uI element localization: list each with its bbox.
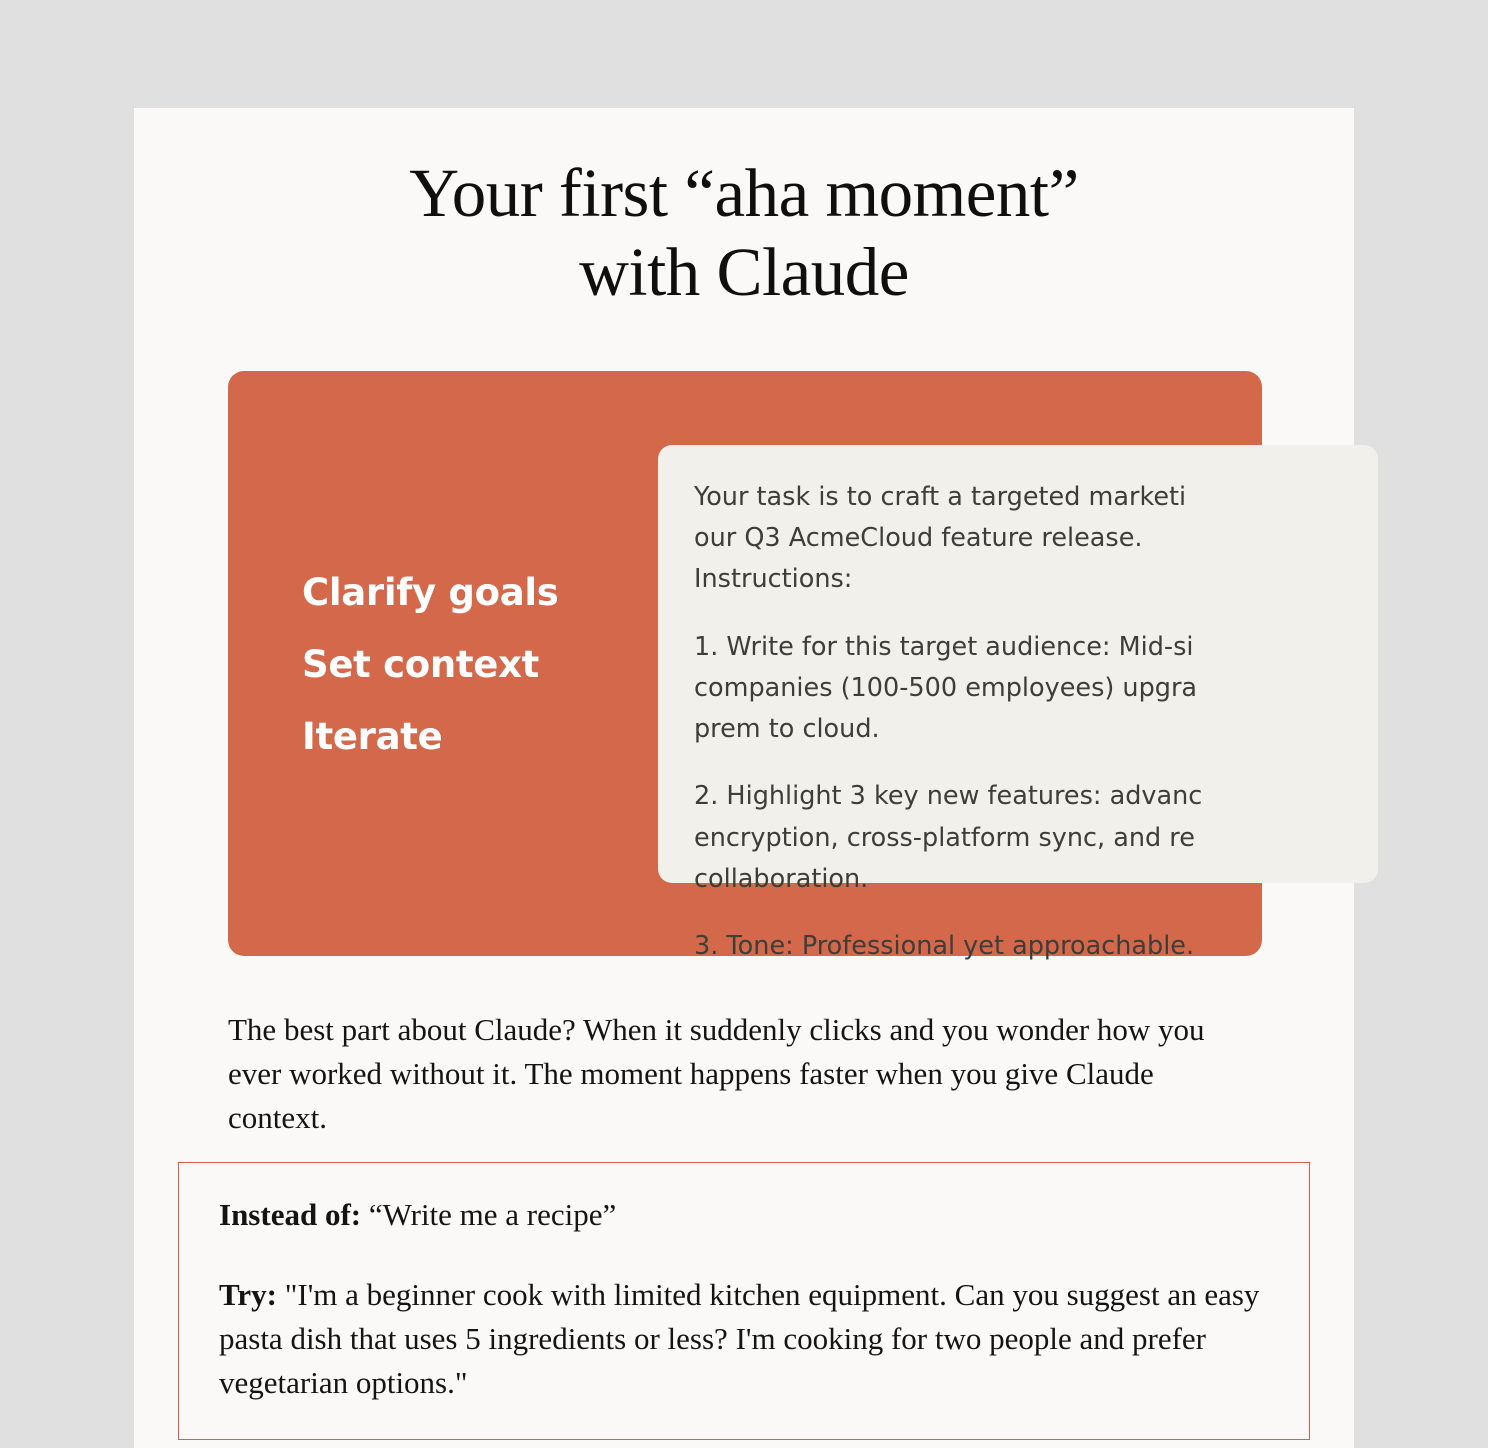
prompt-instruction-1 bbox=[694, 627, 1342, 751]
prompt-instruction-1-line-1: 1. Write for this target audience: Mid-si bbox=[694, 631, 1194, 662]
prompt-example-card bbox=[658, 445, 1378, 962]
prompt-instruction-1-line-2: companies (100-500 employees) upgra bbox=[694, 672, 1198, 703]
example-comparison-box bbox=[178, 1162, 1310, 1440]
document-page bbox=[134, 108, 1354, 1448]
prompt-intro-line-3: Instructions: bbox=[694, 564, 853, 595]
example-try bbox=[219, 1273, 1269, 1405]
body-paragraph: The best part about Claude? When it suddenly clicks and you wonder how you ever worked without it. The moment happens faster when you give Claude context. bbox=[228, 1011, 1205, 1135]
page-title bbox=[134, 108, 1354, 313]
prompt-intro bbox=[694, 477, 1342, 601]
prompt-instruction-2-line-2: encryption, cross-platform sync, and re bbox=[694, 822, 1195, 853]
prompt-instruction-2 bbox=[694, 776, 1342, 900]
example-try-label: Try: bbox=[219, 1276, 277, 1312]
prompt-instruction-2-line-1: 2. Highlight 3 key new features: advanc bbox=[694, 781, 1203, 812]
callout-section bbox=[228, 371, 1260, 962]
callout-step-set-context: Set context bbox=[302, 642, 540, 686]
callout-steps-list bbox=[302, 557, 662, 773]
example-instead-text: “Write me a recipe” bbox=[368, 1196, 617, 1232]
prompt-instruction-2-line-3: collaboration. bbox=[694, 864, 869, 895]
example-try-text: "I'm a beginner cook with limited kitchen equipment. Can you suggest an easy pasta dish that uses 5 ingredients or less? I'm cooking for two people and prefer vegetarian options." bbox=[219, 1276, 1260, 1400]
prompt-intro-line-2: our Q3 AcmeCloud feature release. bbox=[694, 522, 1143, 553]
page-title-line-2: with Claude bbox=[579, 234, 909, 311]
prompt-intro-line-1: Your task is to craft a targeted marketi bbox=[694, 481, 1187, 512]
example-instead-of bbox=[219, 1193, 1269, 1237]
page-title-line-1: Your first “aha moment” bbox=[409, 155, 1079, 231]
prompt-instruction-3: 3. Tone: Professional yet approachable. bbox=[694, 931, 1195, 962]
callout-step-iterate: Iterate bbox=[302, 714, 443, 758]
callout-step-clarify-goals: Clarify goals bbox=[302, 570, 559, 614]
example-instead-label: Instead of: bbox=[219, 1196, 362, 1232]
prompt-instruction-1-line-3: prem to cloud. bbox=[694, 714, 880, 745]
